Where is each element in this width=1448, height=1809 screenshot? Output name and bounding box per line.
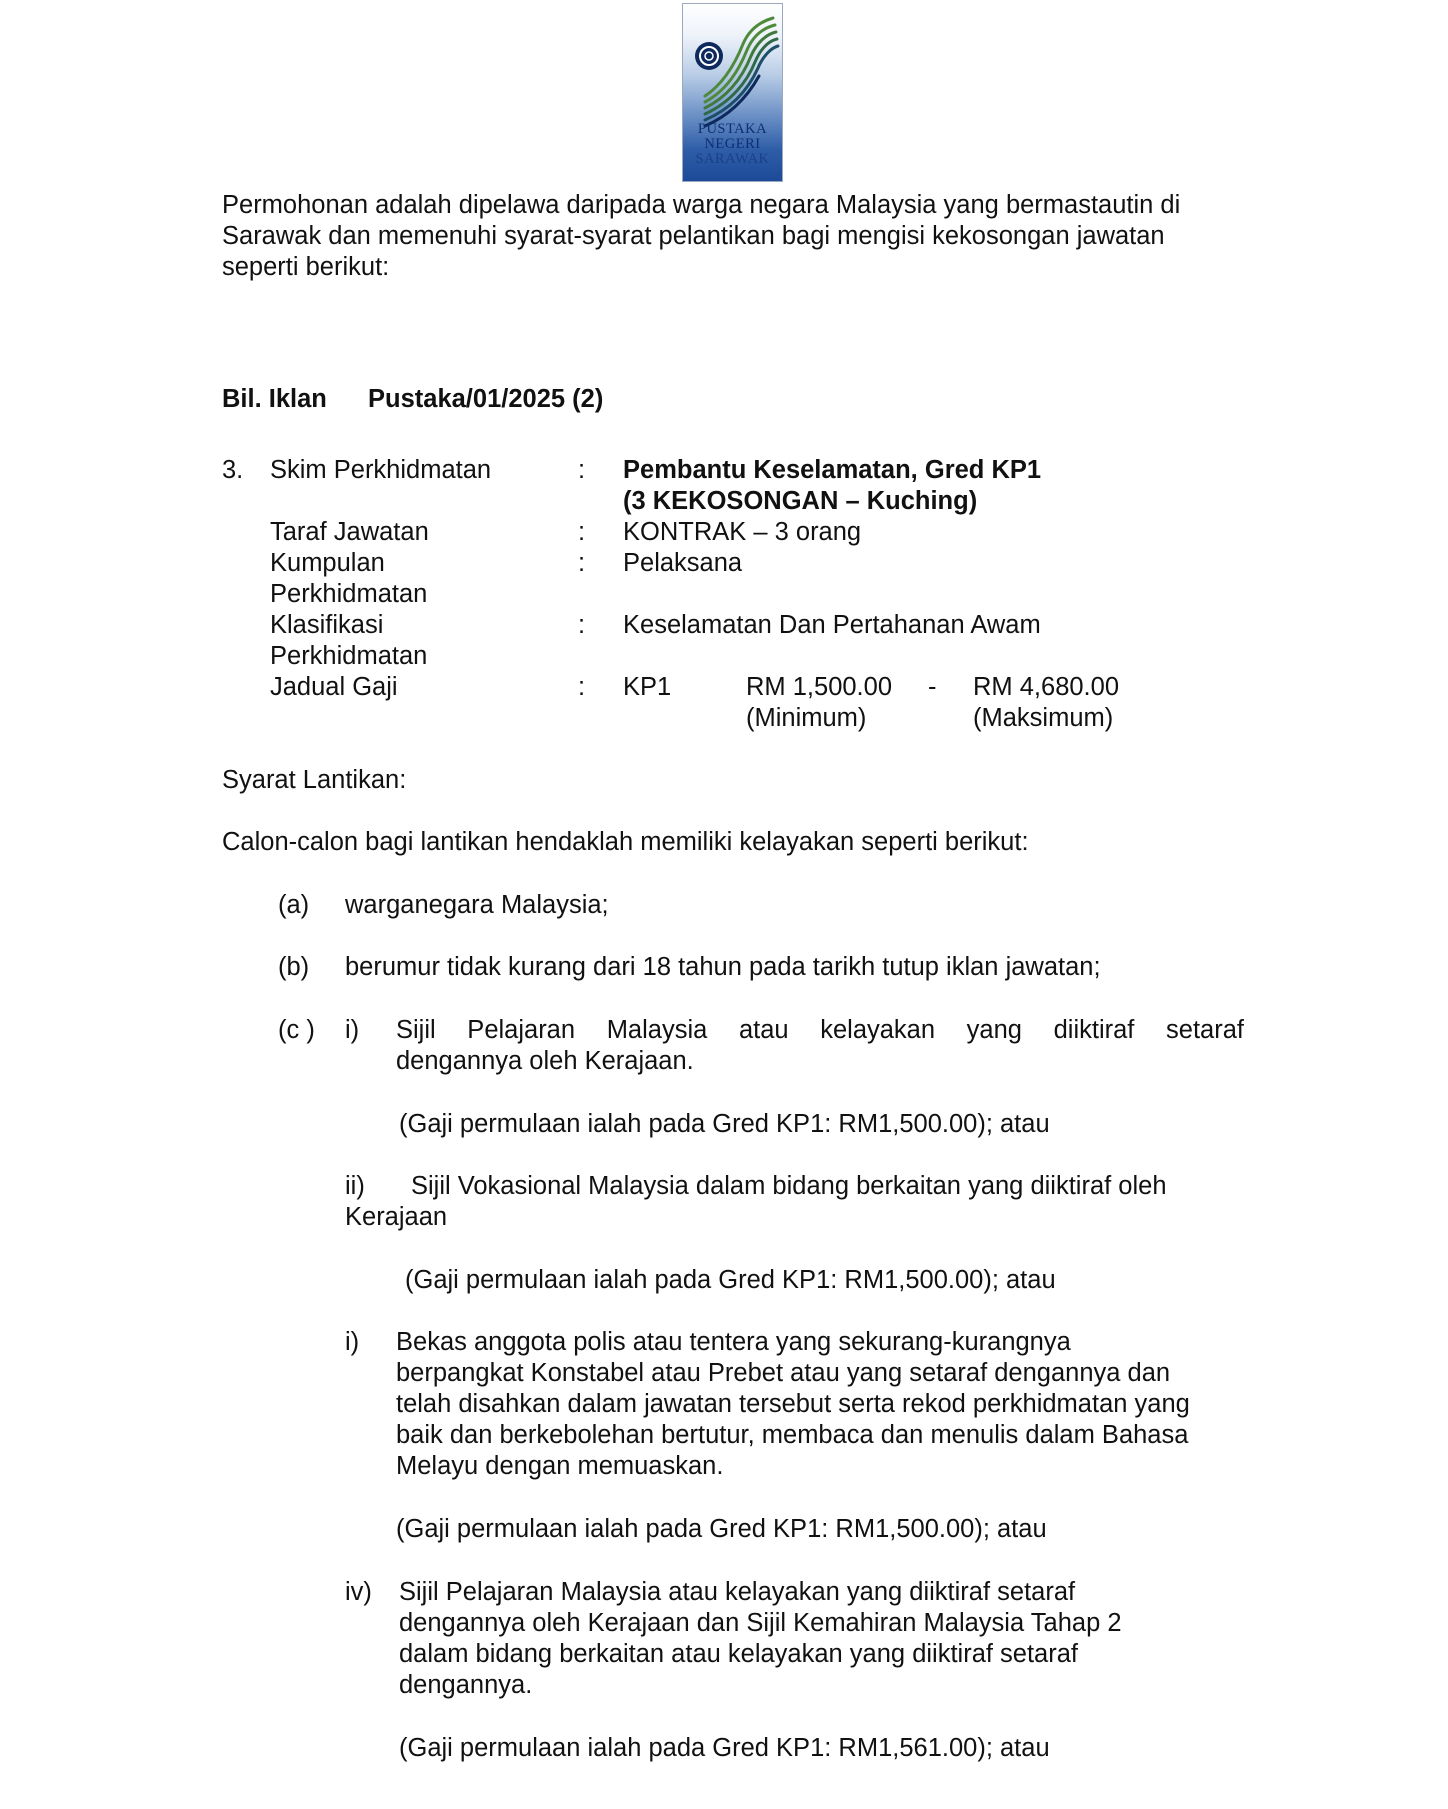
logo-text-line: PUSTAKA [697, 121, 768, 137]
salary-grade: KP1 [623, 673, 672, 701]
qualification-line: baik dan berkebolehan bertutur, membaca dan menulis dalam Bahasa [396, 1421, 1189, 1449]
starting-salary-note: (Gaji permulaan ialah pada Gred KP1: RM1,500.00); atau [399, 1110, 1050, 1138]
qualification-line: Sijil Pelajaran Malaysia atau kelayakan yang diiktiraf setaraf [396, 1016, 1244, 1044]
starting-salary-note: (Gaji permulaan ialah pada Gred KP1: RM1,500.00); atau [396, 1515, 1047, 1543]
status-label: Taraf Jawatan [270, 518, 429, 546]
sub-item-marker: iv) [345, 1578, 372, 1606]
status-value: KONTRAK – 3 orang [623, 518, 862, 546]
logo-text-line: NEGERI [704, 136, 761, 152]
requirements-heading: Syarat Lantikan: [222, 766, 407, 794]
qualification-line: berpangkat Konstabel atau Prebet atau yang setaraf dengannya dan [396, 1359, 1171, 1387]
qualification-line: dalam bidang berkaitan atau kelayakan yang diiktiraf setaraf [399, 1640, 1078, 1668]
colon: : [578, 611, 586, 639]
sub-item-marker: i) [345, 1328, 360, 1356]
colon: : [578, 549, 586, 577]
scheme-label: Skim Perkhidmatan [270, 456, 492, 484]
qualification-line: Sijil Pelajaran Malaysia atau kelayakan yang diiktiraf setaraf [399, 1578, 1076, 1606]
qualification-line: dengannya oleh Kerajaan dan Sijil Kemahiran Malaysia Tahap 2 [399, 1609, 1122, 1637]
intro-line: Sarawak dan memenuhi syarat-syarat pelantikan bagi mengisi kekosongan jawatan [222, 222, 1165, 250]
qualification-line: Sijil Vokasional Malaysia dalam bidang berkaitan yang diiktiraf oleh [411, 1172, 1167, 1200]
service-group-label: Kumpulan [270, 549, 385, 577]
qualification-line: Kerajaan [345, 1203, 448, 1231]
intro-line: Permohonan adalah dipelawa daripada warga negara Malaysia yang bermastautin di [222, 191, 1181, 219]
intro-line: seperti berikut: [222, 253, 390, 281]
starting-salary-note: (Gaji permulaan ialah pada Gred KP1: RM1,561.00); atau [399, 1734, 1050, 1762]
starting-salary-note: (Gaji permulaan ialah pada Gred KP1: RM1,500.00); atau [405, 1266, 1056, 1294]
colon: : [578, 456, 586, 484]
qualification-line: dengannya oleh Kerajaan. [396, 1047, 694, 1075]
classification-label-2: Perkhidmatan [270, 642, 428, 670]
scheme-value: Pembantu Keselamatan, Gred KP1 [623, 456, 1042, 484]
item-marker: (c ) [278, 1016, 315, 1044]
logo-text-line: SARAWAK [695, 151, 770, 167]
qualification-line: Bekas anggota polis atau tentera yang sekurang-kurangnya [396, 1328, 1071, 1356]
qualification-line: telah disahkan dalam jawatan tersebut serta rekod perkhidmatan yang [396, 1390, 1190, 1418]
salary-min-note: (Minimum) [746, 704, 867, 732]
sub-item-marker: i) [345, 1016, 360, 1044]
item-marker: (a) [278, 891, 310, 919]
service-group-label-2: Perkhidmatan [270, 580, 428, 608]
salary-range-dash: - [928, 673, 937, 701]
requirement-citizenship: warganegara Malaysia; [345, 891, 609, 919]
colon: : [578, 673, 586, 701]
ad-reference-value: Pustaka/01/2025 (2) [368, 385, 604, 413]
sub-item-marker: ii) [345, 1172, 365, 1200]
classification-value: Keselamatan Dan Pertahanan Awam [623, 611, 1041, 639]
pustaka-negeri-sarawak-logo [682, 3, 783, 182]
requirements-intro: Calon-calon bagi lantikan hendaklah memiliki kelayakan seperti berikut: [222, 828, 1029, 856]
service-group-value: Pelaksana [623, 549, 743, 577]
classification-label: Klasifikasi [270, 611, 384, 639]
requirement-age: berumur tidak kurang dari 18 tahun pada tarikh tutup iklan jawatan; [345, 953, 1101, 981]
colon: : [578, 518, 586, 546]
salary-min: RM 1,500.00 [746, 673, 893, 701]
salary-scale-label: Jadual Gaji [270, 673, 398, 701]
qualification-line: dengannya. [399, 1671, 533, 1699]
salary-max-note: (Maksimum) [973, 704, 1114, 732]
salary-max: RM 4,680.00 [973, 673, 1120, 701]
qualification-line: Melayu dengan memuaskan. [396, 1452, 724, 1480]
ad-reference-label: Bil. Iklan [222, 385, 327, 413]
post-number: 3. [222, 456, 244, 484]
vacancy-count: (3 KEKOSONGAN – Kuching) [623, 487, 978, 515]
item-marker: (b) [278, 953, 310, 981]
